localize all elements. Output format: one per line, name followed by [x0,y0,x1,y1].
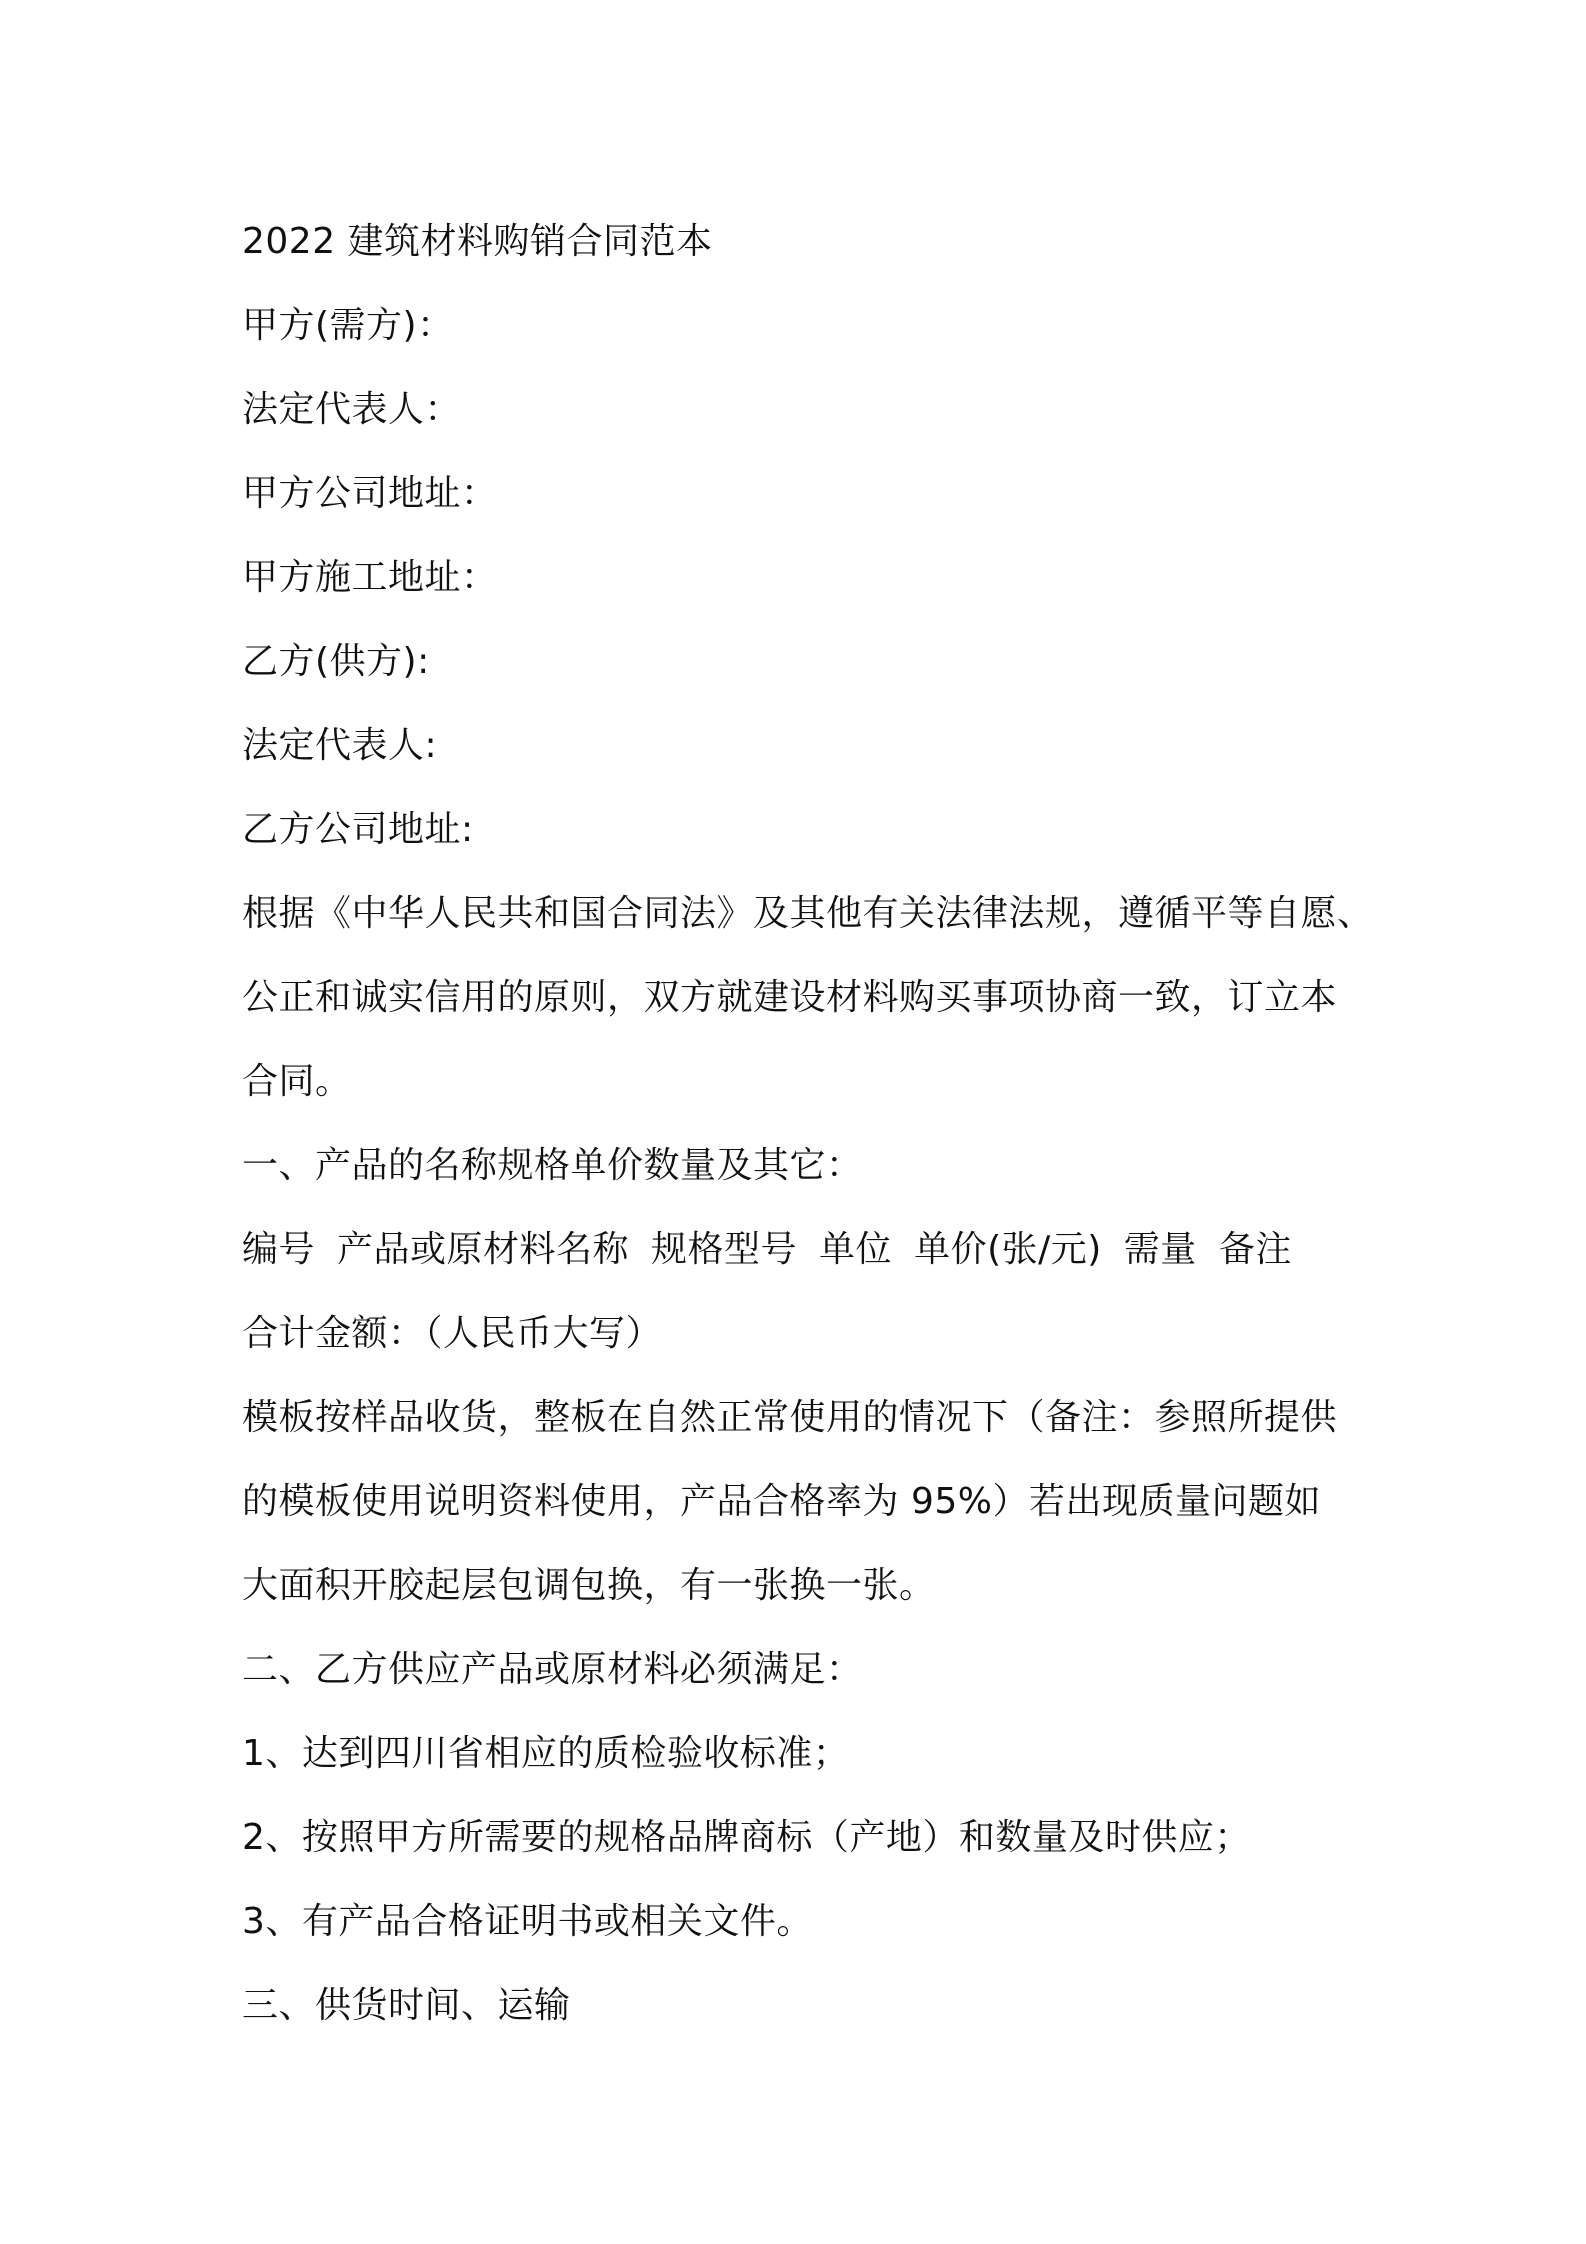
header-product-name: 产品或原材料名称 [337,1229,630,1270]
header-unit: 单位 [819,1229,893,1270]
template-paragraph-line: 大面积开胶起层包调包换，有一张换一张。 [242,1565,936,1606]
header-unit-price: 单价(张/元) [914,1229,1102,1270]
header-quantity: 需量 [1123,1229,1197,1270]
intro-paragraph-line: 合同。 [242,1061,352,1102]
document-content [242,200,1374,2048]
party-b-label: 乙方(供方): [242,641,430,682]
intro-paragraph-line: 公正和诚实信用的原则，双方就建设材料购买事项协商一致，订立本 [242,977,1338,1018]
header-number: 编号 [242,1229,316,1270]
product-table-header [242,1208,1362,1292]
section-3-heading: 三、供货时间、运输 [242,1985,571,2026]
party-a-site-label: 甲方施工地址： [242,557,498,598]
template-paragraph-line: 的模板使用说明资料使用，产品合格率为 95%）若出现质量问题如 [242,1481,1321,1522]
section-2-heading: 二、乙方供应产品或原材料必须满足： [242,1649,863,1690]
party-a-label: 甲方(需方)： [242,305,454,346]
section-2-item: 3、有产品合格证明书或相关文件。 [242,1901,813,1942]
party-b-representative-label: 法定代表人: [242,725,438,766]
party-a-representative-label: 法定代表人： [242,389,462,430]
party-b-address-label: 乙方公司地址: [242,809,474,850]
header-specification: 规格型号 [651,1229,798,1270]
total-amount-label: 合计金额：（人民币大写） [242,1313,663,1354]
template-paragraph-line: 模板按样品收货，整板在自然正常使用的情况下（备注：参照所提供 [242,1397,1338,1438]
section-2-item: 2、按照甲方所需要的规格品牌商标（产地）和数量及时供应； [242,1817,1251,1858]
intro-paragraph-line: 根据《中华人民共和国合同法》及其他有关法律法规，遵循平等自愿、 [242,893,1374,934]
document-title: 2022 建筑材料购销合同范本 [242,221,713,262]
section-2-item: 1、达到四川省相应的质检验收标准； [242,1733,850,1774]
section-1-heading: 一、产品的名称规格单价数量及其它： [242,1145,863,1186]
header-remarks: 备注 [1218,1229,1292,1270]
party-a-address-label: 甲方公司地址： [242,473,498,514]
